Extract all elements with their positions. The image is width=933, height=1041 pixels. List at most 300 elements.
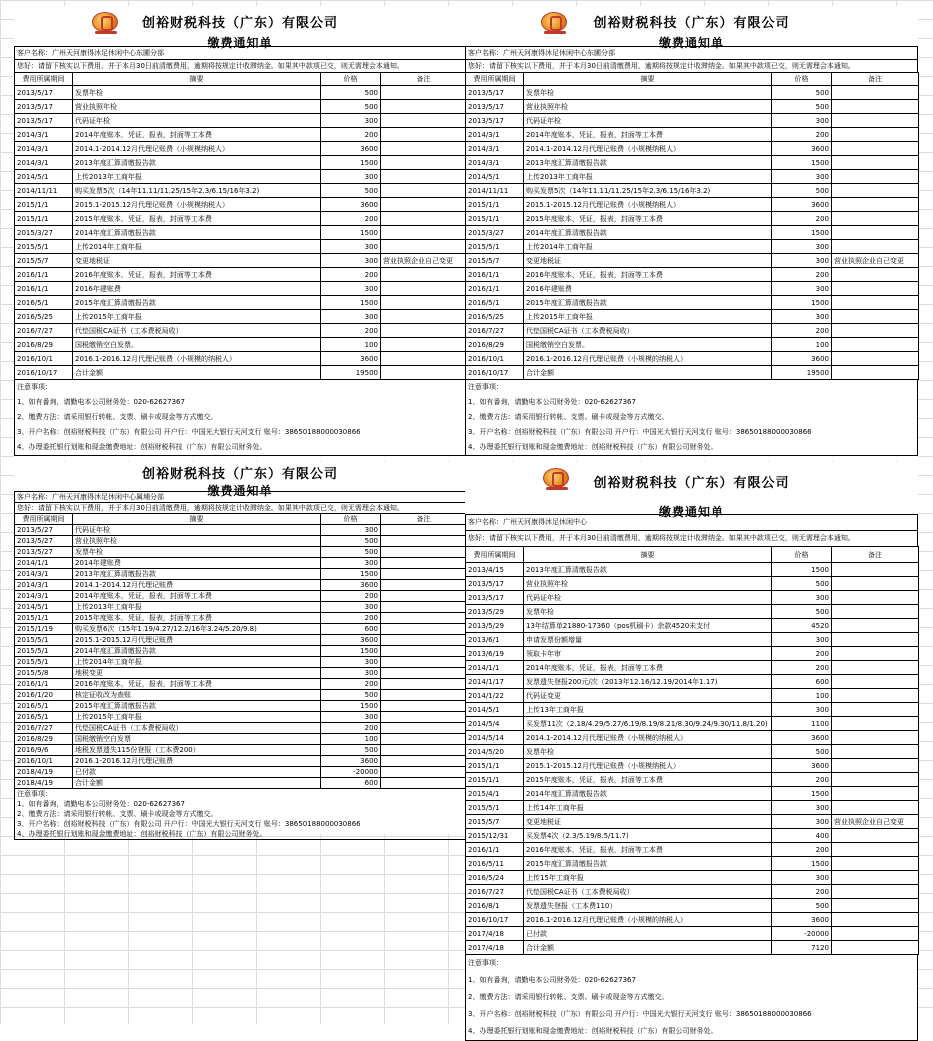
note-line: 2、缴费方法：请采用银行转帐、支票、刷卡或现金等方式缴交。 [468, 993, 669, 1001]
summary-cell: 代码证年检 [524, 114, 772, 128]
price-cell: 300 [772, 815, 832, 829]
table-row [466, 605, 919, 619]
summary-cell: 购买发票6次（15年1.19/4.27/12.2/16年3.24/5.20/9.8) [73, 624, 321, 635]
summary-cell: 申请发票份额增量 [524, 633, 772, 647]
table-row [15, 668, 467, 679]
price-cell: 500 [772, 899, 832, 913]
table-row [15, 569, 467, 580]
invoice-panel-bottom-left [14, 462, 466, 838]
summary-cell: 上传2013年工商年报 [524, 170, 772, 184]
remark-cell [381, 734, 467, 745]
period-cell: 2015/12/31 [466, 829, 524, 843]
price-cell: 200 [321, 591, 381, 602]
header-cell: 备注 [381, 514, 467, 525]
note-line: 3、开户名称：创裕财税科技（广东）有限公司 开户行：中国光大银行天河支行 账号：38650188000030866 [468, 1010, 812, 1018]
price-cell: 500 [772, 605, 832, 619]
table-row [15, 198, 467, 212]
price-cell: 200 [321, 723, 381, 734]
period-cell: 2016/10/1 [466, 352, 524, 366]
remark-cell: 营业执照企业自己变更 [832, 254, 919, 268]
remark-cell [832, 675, 919, 689]
price-cell: 600 [772, 675, 832, 689]
price-cell: 1100 [772, 717, 832, 731]
notice-text: 您好：请留下核实以下费用，并于本月30日前清缴费用，逾期将按规定计收滞纳金。如果其中款项已交，则无需理会本通知。 [14, 59, 466, 72]
remark-cell [381, 624, 467, 635]
customer-name: 客户名称：广州天河康得沐足休闲中心东圃分部 [14, 46, 466, 59]
summary-cell: 2013年度汇算清缴报告款 [73, 156, 321, 170]
table-row [466, 324, 919, 338]
summary-cell: 国税缴销空白发票 [73, 734, 321, 745]
notes-title: 注意事项： [468, 959, 503, 967]
period-cell: 2013/5/17 [466, 591, 524, 605]
remark-cell [832, 310, 919, 324]
summary-cell: 代垫国税CA证书（工本费税局收） [524, 885, 772, 899]
summary-cell: 发票遗失登报200元/次（2013年12.16/12.19/2014年1.17) [524, 675, 772, 689]
table-row [466, 184, 919, 198]
company-name: 创裕财税科技（广东）有限公司 [141, 467, 338, 482]
period-cell: 2015/1/1 [466, 198, 524, 212]
table-row [15, 296, 467, 310]
period-cell: 2016/7/27 [15, 723, 73, 734]
table-row [15, 100, 467, 114]
period-cell: 2016/5/1 [15, 701, 73, 712]
remark-cell [832, 296, 919, 310]
table-row [15, 646, 467, 657]
summary-cell: 营业执照年检 [73, 536, 321, 547]
period-cell: 2015/5/7 [466, 254, 524, 268]
table-row [466, 913, 919, 927]
period-cell: 2016/5/24 [466, 871, 524, 885]
summary-cell: 上传2014年工商年报 [524, 240, 772, 254]
period-cell: 2014/3/1 [15, 591, 73, 602]
panel-header [465, 462, 918, 519]
table-row [466, 338, 919, 352]
company-name: 创裕财税科技（广东）有限公司 [141, 16, 338, 31]
period-cell: 2016/1/1 [466, 282, 524, 296]
period-cell: 2014/5/1 [15, 602, 73, 613]
summary-cell: 合计金额 [73, 778, 321, 789]
table-row [15, 778, 467, 789]
customer-name: 客户名称：广州天河康得沐足休闲中心 [465, 514, 918, 530]
header-cell: 费用所属期间 [15, 73, 73, 86]
note-line: 1、如有番询，请勤电本公司财务处：020-62627367 [468, 398, 636, 406]
remark-cell [832, 927, 919, 941]
summary-cell: 上传2013年工商年报 [73, 602, 321, 613]
price-cell: 300 [321, 282, 381, 296]
price-cell: 3600 [772, 913, 832, 927]
table-row [466, 773, 919, 787]
table-row [466, 787, 919, 801]
table-row [466, 647, 919, 661]
price-cell: 200 [772, 773, 832, 787]
price-cell: 200 [772, 885, 832, 899]
remark-cell [381, 226, 467, 240]
remark-cell [832, 619, 919, 633]
summary-cell: 已付款 [524, 927, 772, 941]
remark-cell [381, 723, 467, 734]
table-row [466, 759, 919, 773]
table-row [466, 128, 919, 142]
remark-cell [832, 128, 919, 142]
summary-cell: 领取卡年审 [524, 647, 772, 661]
price-cell: 200 [772, 843, 832, 857]
price-cell: 1500 [772, 787, 832, 801]
remark-cell [832, 773, 919, 787]
remark-cell [832, 226, 919, 240]
period-cell: 2014/3/1 [15, 142, 73, 156]
summary-cell: 发票年检 [73, 86, 321, 100]
fee-table [14, 72, 467, 380]
price-cell: 200 [772, 128, 832, 142]
price-cell: 3600 [321, 580, 381, 591]
summary-cell: 代垫国税CA证书（工本费税局收） [73, 723, 321, 734]
summary-cell: 2015年度汇算清缴报告款 [524, 296, 772, 310]
header-cell: 备注 [832, 547, 919, 563]
price-cell: 300 [321, 310, 381, 324]
table-row [466, 86, 919, 100]
summary-cell: 13年结算单21880-17360（pos机刷卡）余款4520未支付 [524, 619, 772, 633]
period-cell: 2015/5/8 [15, 668, 73, 679]
summary-cell: 2014年度汇算清缴报告款 [524, 787, 772, 801]
table-row [466, 310, 919, 324]
period-cell: 2016/10/1 [15, 756, 73, 767]
period-cell: 2015/1/1 [15, 212, 73, 226]
table-row [466, 941, 919, 955]
table-row [466, 352, 919, 366]
price-cell: 1500 [321, 296, 381, 310]
remark-cell [832, 591, 919, 605]
period-cell: 2013/4/15 [466, 563, 524, 577]
table-row [466, 731, 919, 745]
table-row [466, 198, 919, 212]
summary-cell: 购买发票5次（14年11.11/11.25/15年2.3/6.15/16年3.2) [524, 184, 772, 198]
summary-cell: 2016年度账本，凭证，报表，封面等工本费 [524, 268, 772, 282]
remark-cell [832, 633, 919, 647]
price-cell: 500 [321, 745, 381, 756]
remark-cell [381, 679, 467, 690]
fee-table [14, 513, 467, 789]
remark-cell [832, 745, 919, 759]
summary-cell: 发票遗失登报（工本费110） [524, 899, 772, 913]
period-cell: 2015/5/1 [466, 801, 524, 815]
period-cell: 2014/5/20 [466, 745, 524, 759]
remark-cell [381, 128, 467, 142]
remark-cell [381, 198, 467, 212]
remark-cell [381, 310, 467, 324]
price-cell: 7120 [772, 941, 832, 955]
summary-cell: 2014年度账本，凭证，报表，封面等工本费 [524, 661, 772, 675]
summary-cell: 合计金额 [73, 366, 321, 380]
period-cell: 2014/3/1 [15, 580, 73, 591]
price-cell: 500 [772, 100, 832, 114]
price-cell: 1500 [321, 701, 381, 712]
remark-cell [381, 745, 467, 756]
summary-cell: 发票年检 [524, 745, 772, 759]
remark-cell [381, 536, 467, 547]
remark-cell [381, 338, 467, 352]
panel-header [465, 6, 918, 50]
summary-cell: 变更地税证 [73, 254, 321, 268]
price-cell: 1500 [321, 226, 381, 240]
summary-cell: 变更地税证 [524, 254, 772, 268]
remark-cell [381, 558, 467, 569]
remark-cell [381, 778, 467, 789]
remark-cell [832, 100, 919, 114]
table-row [15, 128, 467, 142]
remark-cell [832, 240, 919, 254]
remark-cell [832, 843, 919, 857]
period-cell: 2015/5/1 [15, 646, 73, 657]
price-cell: 200 [321, 268, 381, 282]
table-header-row [15, 514, 467, 525]
summary-cell: 代码证变更 [524, 689, 772, 703]
remark-cell [832, 829, 919, 843]
remark-cell [381, 569, 467, 580]
period-cell: 2018/4/19 [15, 767, 73, 778]
summary-cell: 2015.1-2015.12月代理记账费（小规模纳税人） [73, 198, 321, 212]
table-row [15, 657, 467, 668]
notes-title: 注意事项： [468, 383, 503, 391]
table-row [466, 829, 919, 843]
period-cell: 2015/3/27 [466, 226, 524, 240]
period-cell: 2016/7/27 [15, 324, 73, 338]
remark-cell [381, 767, 467, 778]
period-cell: 2015/1/1 [466, 773, 524, 787]
remark-cell [381, 86, 467, 100]
remark-cell [832, 156, 919, 170]
summary-cell: 上传15年工商年报 [524, 871, 772, 885]
table-row [466, 282, 919, 296]
remark-cell [381, 366, 467, 380]
header-cell: 备注 [381, 73, 467, 86]
remark-cell [832, 577, 919, 591]
summary-cell: 2016年度账本，凭证，报表，封面等工本费 [73, 679, 321, 690]
remark-cell [832, 647, 919, 661]
period-cell: 2015/3/27 [15, 226, 73, 240]
price-cell: 3600 [772, 352, 832, 366]
table-row [466, 633, 919, 647]
price-cell: 500 [772, 577, 832, 591]
price-cell: 100 [321, 338, 381, 352]
period-cell: 2013/5/17 [466, 86, 524, 100]
period-cell: 2015/1/1 [15, 198, 73, 212]
period-cell: 2014/3/1 [15, 128, 73, 142]
table-row [15, 701, 467, 712]
summary-cell: 2014.1-2014.12月代理记账费（小规模的纳税人） [524, 731, 772, 745]
table-row [15, 723, 467, 734]
table-row [466, 675, 919, 689]
table-row [466, 142, 919, 156]
price-cell: 300 [321, 602, 381, 613]
table-row [466, 899, 919, 913]
header-cell: 摘要 [524, 73, 772, 86]
table-row [466, 927, 919, 941]
period-cell: 2016/1/1 [466, 268, 524, 282]
table-row [15, 745, 467, 756]
price-cell: 300 [772, 170, 832, 184]
summary-cell: 已付款 [73, 767, 321, 778]
table-row [466, 857, 919, 871]
table-row [466, 268, 919, 282]
price-cell: 300 [772, 801, 832, 815]
table-row [15, 226, 467, 240]
period-cell: 2016/5/25 [466, 310, 524, 324]
invoice-panel-bottom-right [465, 462, 918, 1035]
header-cell: 费用所属期间 [15, 514, 73, 525]
price-cell: 100 [772, 338, 832, 352]
summary-cell: 合计金额 [524, 941, 772, 955]
price-cell: 1500 [772, 226, 832, 240]
price-cell: -20000 [321, 767, 381, 778]
price-cell: 200 [321, 212, 381, 226]
period-cell: 2014/5/1 [466, 170, 524, 184]
note-line: 4、办理委托银行划账和现金缴费地址：创裕财税科技（广东）有限公司财务处。 [17, 830, 267, 838]
price-cell: 200 [321, 128, 381, 142]
period-cell: 2015/5/1 [15, 635, 73, 646]
remark-cell [381, 613, 467, 624]
period-cell: 2016/5/11 [466, 857, 524, 871]
summary-cell: 2016年建账费 [73, 282, 321, 296]
price-cell: 500 [321, 86, 381, 100]
price-cell: 1500 [321, 156, 381, 170]
summary-cell: 营业执照年检 [524, 100, 772, 114]
price-cell: 300 [321, 240, 381, 254]
table-row [15, 156, 467, 170]
price-cell: 200 [772, 647, 832, 661]
table-row [15, 525, 467, 536]
price-cell: 4520 [772, 619, 832, 633]
remark-cell [381, 156, 467, 170]
table-row [466, 689, 919, 703]
period-cell: 2013/5/17 [15, 114, 73, 128]
price-cell: 1500 [772, 857, 832, 871]
period-cell: 2016/10/17 [466, 913, 524, 927]
price-cell: 3600 [772, 142, 832, 156]
table-row [15, 338, 467, 352]
price-cell: 3600 [321, 635, 381, 646]
table-row [466, 619, 919, 633]
period-cell: 2013/5/27 [15, 536, 73, 547]
period-cell: 2016/1/1 [15, 282, 73, 296]
table-row [15, 184, 467, 198]
company-logo [541, 12, 567, 32]
table-row [466, 745, 919, 759]
summary-cell: 2015.1-2015.12月代理记账费（小规模纳税人） [524, 198, 772, 212]
price-cell: 300 [772, 114, 832, 128]
table-row [466, 100, 919, 114]
price-cell: -20000 [772, 927, 832, 941]
period-cell: 2014/3/1 [15, 569, 73, 580]
summary-cell: 2015.1-2015.12月代理记账费 [73, 635, 321, 646]
remark-cell [381, 100, 467, 114]
period-cell: 2014/5/1 [466, 703, 524, 717]
note-line: 3、开户名称：创裕财税科技（广东）有限公司 开户行：中国光大银行天河支行 账号：38650188000030866 [17, 428, 361, 436]
document-title: 缴费通知单 [207, 484, 273, 498]
table-row [15, 240, 467, 254]
period-cell: 2018/4/19 [15, 778, 73, 789]
note-line: 1、如有番询，请勤电本公司财务处：020-62627367 [17, 800, 185, 808]
price-cell: 500 [321, 100, 381, 114]
table-row [15, 324, 467, 338]
period-cell: 2016/5/1 [466, 296, 524, 310]
summary-cell: 国税缴销空白发票。 [524, 338, 772, 352]
price-cell: 200 [321, 324, 381, 338]
summary-cell: 2014年度汇算清缴报告款 [524, 226, 772, 240]
price-cell: 200 [772, 661, 832, 675]
remark-cell [832, 703, 919, 717]
price-cell: 3600 [772, 198, 832, 212]
table-row [15, 254, 467, 268]
table-row [466, 703, 919, 717]
table-row [15, 282, 467, 296]
header-cell: 摘要 [524, 547, 772, 563]
period-cell: 2014/5/14 [466, 731, 524, 745]
price-cell: 500 [321, 690, 381, 701]
period-cell: 2013/5/29 [466, 605, 524, 619]
table-row [466, 843, 919, 857]
period-cell: 2016/1/20 [15, 690, 73, 701]
notes-title: 注意事项： [17, 383, 52, 391]
table-row [466, 156, 919, 170]
summary-cell: 代垫国税CA证书（工本费税局收） [524, 324, 772, 338]
table-header-row [466, 73, 919, 86]
note-line: 1、如有番询，请勤电本公司财务处：020-62627367 [468, 976, 636, 984]
price-cell: 19500 [321, 366, 381, 380]
remark-cell [832, 899, 919, 913]
table-row [15, 114, 467, 128]
header-cell: 费用所属期间 [466, 547, 524, 563]
price-cell: 400 [772, 829, 832, 843]
price-cell: 100 [321, 734, 381, 745]
price-cell: 300 [772, 633, 832, 647]
table-row [466, 661, 919, 675]
price-cell: 300 [321, 170, 381, 184]
summary-cell: 上传2014年工商年报 [73, 240, 321, 254]
table-row [15, 756, 467, 767]
table-row [15, 602, 467, 613]
period-cell: 2014/3/1 [466, 156, 524, 170]
table-row [15, 580, 467, 591]
period-cell: 2014/1/1 [466, 661, 524, 675]
summary-cell: 变更地税证 [524, 815, 772, 829]
summary-cell: 上传2015年工商年报 [73, 310, 321, 324]
remark-cell [832, 86, 919, 100]
remark-cell [381, 580, 467, 591]
table-row [15, 558, 467, 569]
table-row [466, 296, 919, 310]
remark-cell [832, 563, 919, 577]
note-line: 3、开户名称：创裕财税科技（广东）有限公司 开户行：中国光大银行天河支行 账号：38650188000030866 [468, 428, 812, 436]
summary-cell: 2016年建账费 [524, 282, 772, 296]
period-cell: 2015/5/1 [466, 240, 524, 254]
remark-cell [832, 689, 919, 703]
period-cell: 2015/1/1 [466, 212, 524, 226]
period-cell: 2014/11/11 [15, 184, 73, 198]
table-row [466, 591, 919, 605]
table-row [15, 86, 467, 100]
period-cell: 2015/5/1 [15, 657, 73, 668]
summary-cell: 核定征收改为查账 [73, 690, 321, 701]
note-line: 4、办理委托银行划账和现金缴费地址：创裕财税科技（广东）有限公司财务处。 [468, 1027, 718, 1035]
remark-cell [832, 184, 919, 198]
table-row [466, 170, 919, 184]
price-cell: 200 [321, 613, 381, 624]
table-row [466, 871, 919, 885]
period-cell: 2016/8/29 [15, 338, 73, 352]
notes-section [14, 789, 466, 840]
remark-cell: 营业执照企业自己变更 [832, 815, 919, 829]
period-cell: 2013/5/17 [466, 577, 524, 591]
